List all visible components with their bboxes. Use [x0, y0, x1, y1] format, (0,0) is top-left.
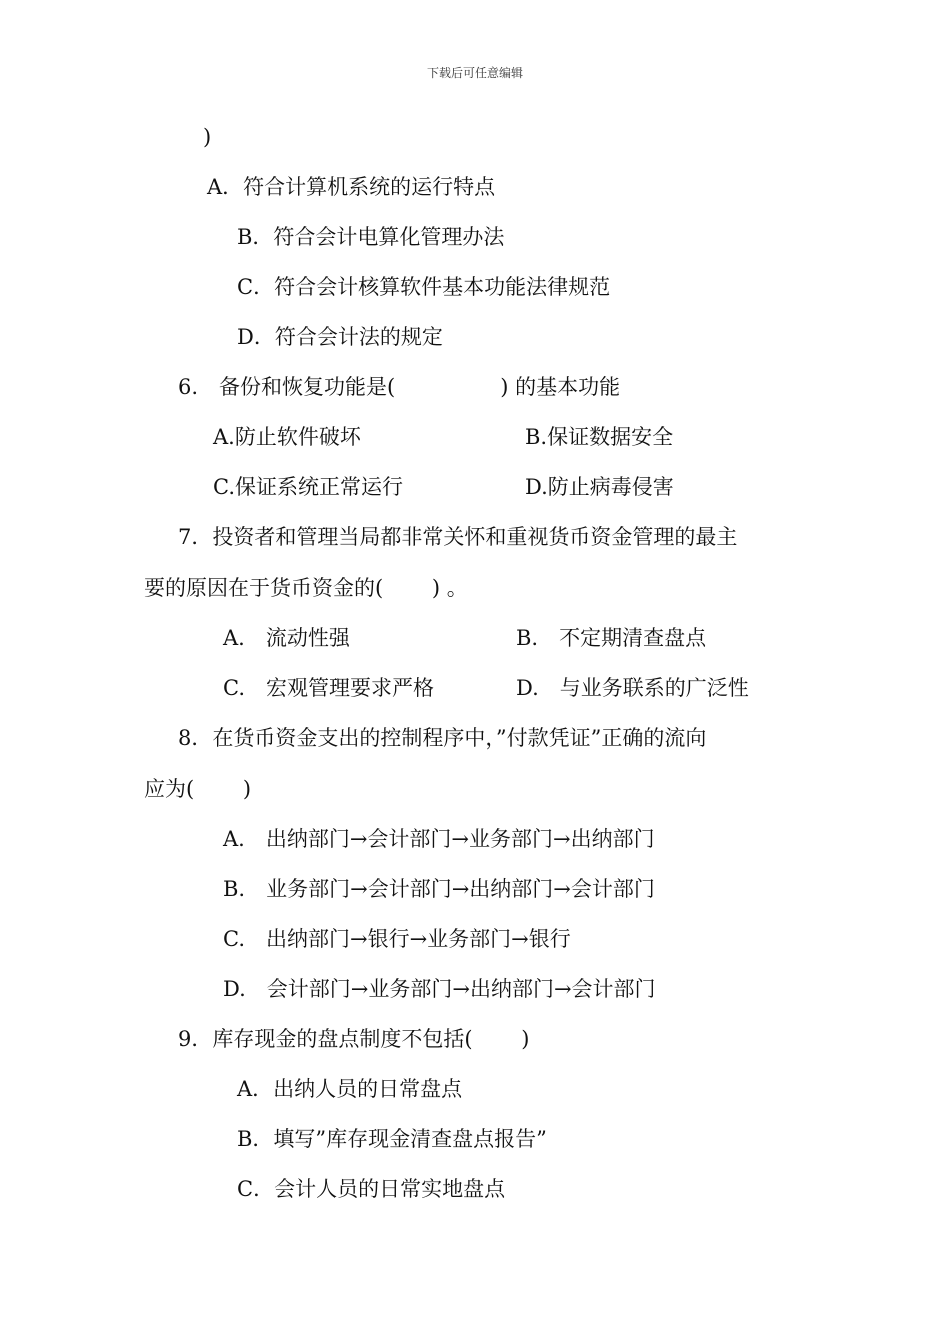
q6-option-d: D.防止病毒侵害 [525, 475, 674, 499]
q6-option-c: C.保证系统正常运行 [213, 475, 403, 499]
q6-option-b: B.保证数据安全 [525, 425, 674, 449]
q6-option-a: A.防止软件破坏 [213, 425, 361, 449]
q8-option-a: A. 出纳部门→会计部门→业务部门→出纳部门 [223, 827, 655, 851]
q6-stem: 6. 备份和恢复功能是( ) 的基本功能 [178, 375, 621, 399]
q5-option-a: A．符合计算机系统的运行特点 [207, 175, 496, 199]
q9-option-b: B．填写”库存现金清查盘点报告” [237, 1127, 547, 1151]
q9-stem: 9．库存现金的盘点制度不包括( ) [178, 1027, 530, 1051]
q7-stem-line2: 要的原因在于货币资金的( ) 。 [144, 576, 468, 600]
page-header: 下载后可任意编辑 [426, 66, 523, 80]
q8-stem-line2: 应为( ) [144, 777, 252, 801]
q7-option-c: C. 宏观管理要求严格 [223, 676, 434, 700]
q9-option-c: C．会计人员的日常实地盘点 [237, 1177, 506, 1201]
q8-option-d: D. 会计部门→业务部门→出纳部门→会计部门 [223, 977, 656, 1001]
q5-option-c: C．符合会计核算软件基本功能法律规范 [237, 275, 611, 299]
q8-option-b: B. 业务部门→会计部门→出纳部门→会计部门 [223, 877, 655, 901]
q5-option-b: B．符合会计电算化管理办法 [237, 225, 505, 249]
q7-option-d: D. 与业务联系的广泛性 [516, 676, 749, 700]
q7-option-b: B. 不定期清查盘点 [516, 626, 707, 650]
q8-stem-line1: 8．在货币资金支出的控制程序中，”付款凭证”正确的流向 [178, 726, 707, 750]
q7-option-a: A. 流动性强 [223, 626, 350, 650]
q5-option-d: D．符合会计法的规定 [237, 325, 443, 349]
q9-option-a: A．出纳人员的日常盘点 [237, 1077, 463, 1101]
q8-option-c: C. 出纳部门→银行→业务部门→银行 [223, 927, 571, 951]
q5-closing-paren: ) [203, 125, 212, 149]
q7-stem-line1: 7．投资者和管理当局都非常关怀和重视货币资金管理的最主 [178, 525, 738, 549]
